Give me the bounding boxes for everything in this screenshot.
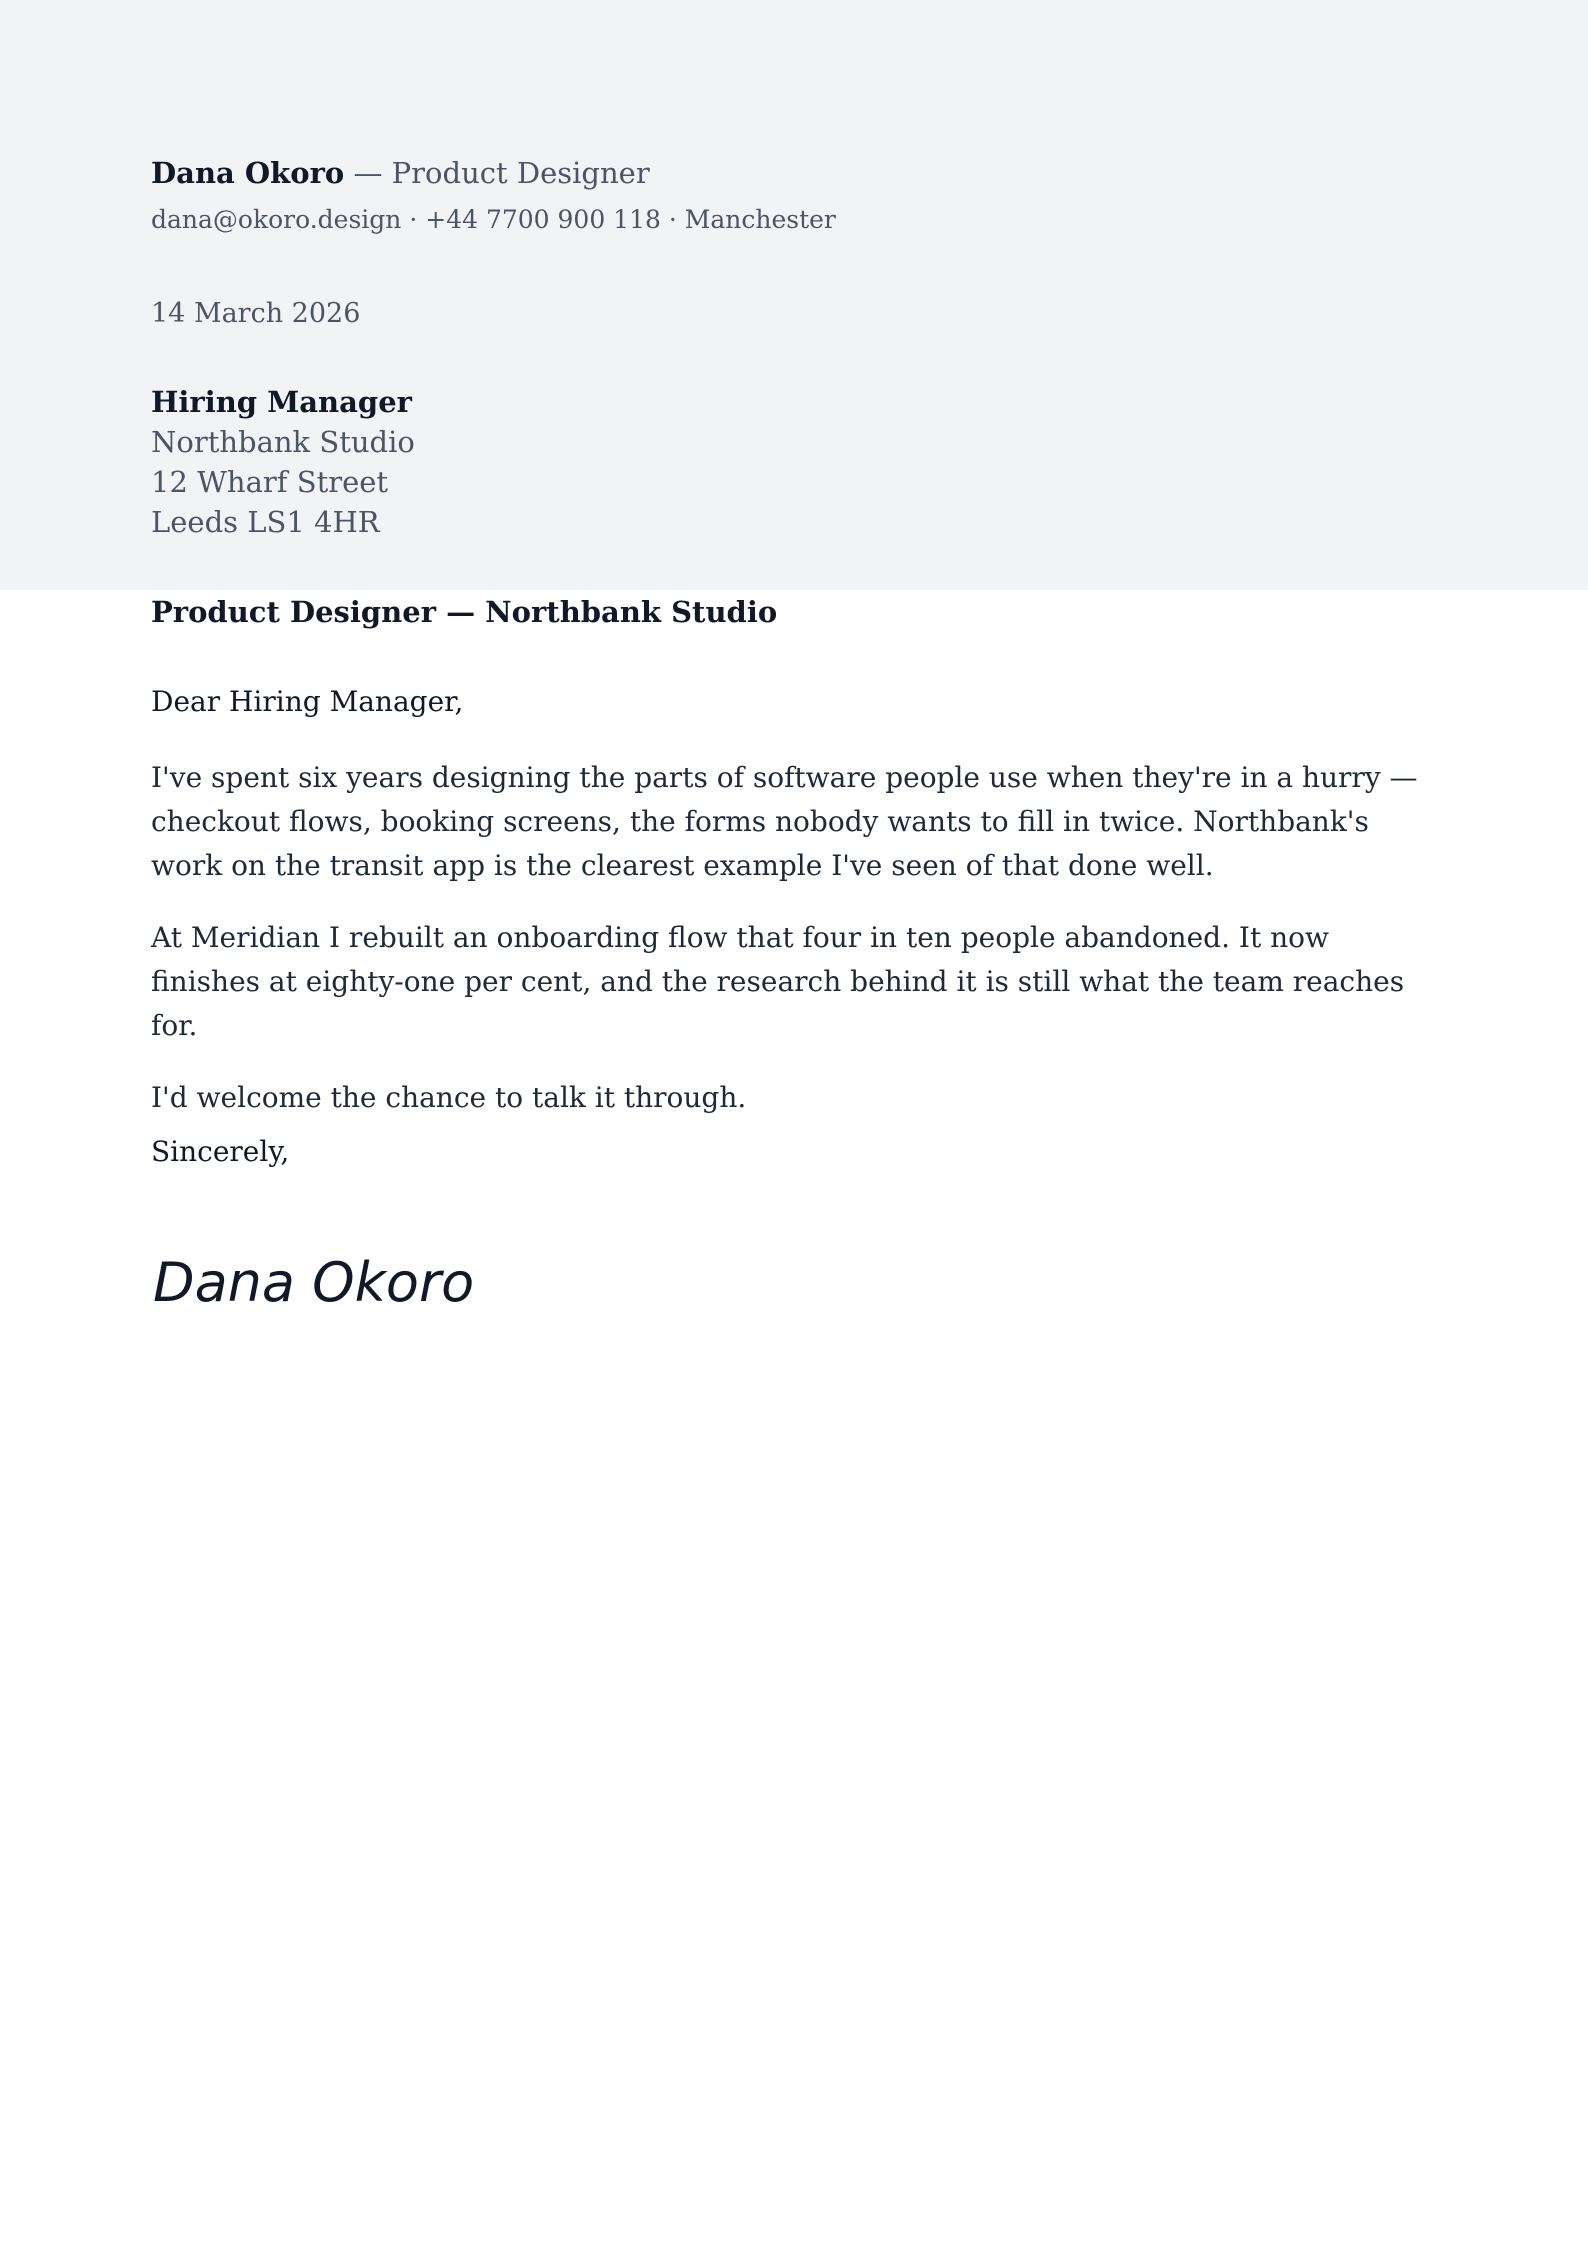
sender-role: Product Designer: [391, 156, 650, 190]
salutation: Dear Hiring Manager,: [151, 685, 464, 718]
sender-separator: —: [344, 156, 392, 190]
body-paragraph: I'd welcome the chance to talk it through.: [151, 1081, 747, 1114]
recipient-address: [151, 382, 415, 542]
letter-subject: Product Designer — Northbank Studio: [151, 595, 778, 629]
letter-date: 14 March 2026: [151, 298, 361, 329]
recipient-company: Northbank Studio: [151, 425, 415, 459]
recipient-street: 12 Wharf Street: [151, 465, 389, 499]
body-paragraph: I've spent six years designing the parts of software people use when they're in a hurry — checkout flows, booking screens, the forms nobody wants to fill in twice. Northbank's work on the transit app is the clearest example I've seen of that done well.: [151, 761, 1418, 882]
sender-name: Dana Okoro: [151, 156, 345, 190]
letter-body: [151, 756, 1441, 1148]
sender-contact: dana@okoro.design · +44 7700 900 118 · Manchester: [151, 205, 836, 234]
signature: Dana Okoro: [153, 1251, 475, 1314]
body-paragraph: At Meridian I rebuilt an onboarding flow that four in ten people abandoned. It now finishes at eighty-one per cent, and the research behind it is still what the team reaches for.: [151, 921, 1405, 1042]
sender-line: [151, 152, 650, 194]
recipient-city: Leeds LS1 4HR: [151, 505, 380, 539]
closing: Sincerely,: [151, 1135, 290, 1168]
recipient-name: Hiring Manager: [151, 385, 412, 419]
